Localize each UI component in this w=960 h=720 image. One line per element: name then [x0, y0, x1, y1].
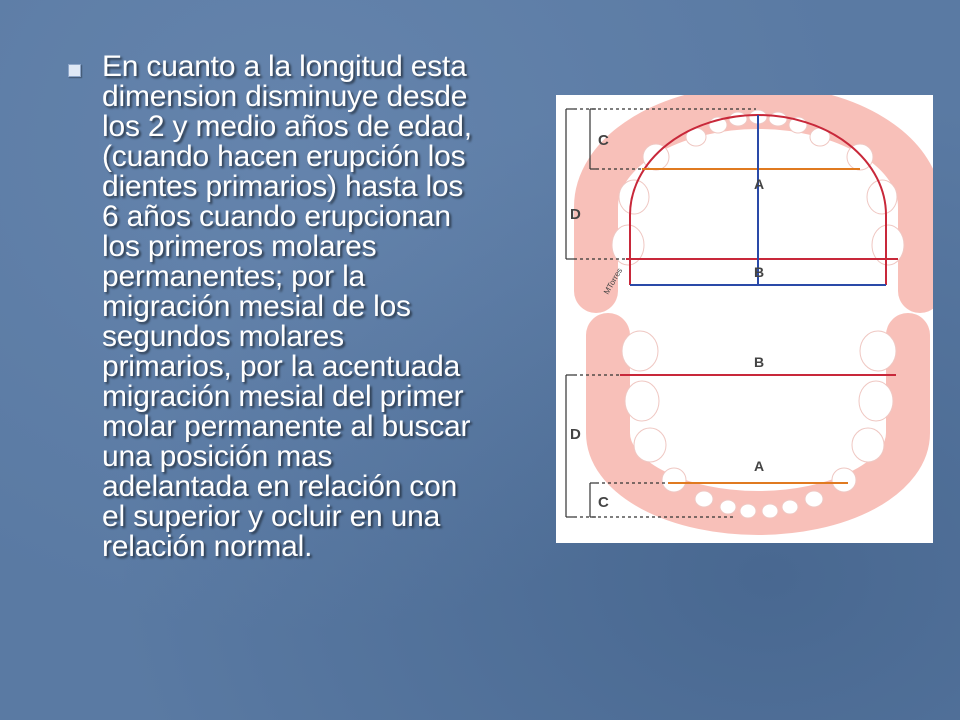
- dental-arch-svg: [556, 95, 933, 543]
- upper-label-a: A: [754, 176, 765, 192]
- dental-arch-diagram: [556, 95, 933, 543]
- lower-label-c: C: [598, 494, 609, 511]
- bullet-list: [62, 52, 522, 562]
- lower-label-b: B: [754, 354, 765, 370]
- lower-label-a: A: [754, 458, 765, 474]
- upper-label-c: C: [598, 132, 609, 149]
- square-bullet-icon: [68, 64, 81, 77]
- bullet-text: En cuanto a la longitud esta dimension disminuye desde los 2 y medio años de edad, (cuando hacen erupción los dientes primarios) hasta los 6 años cuando erupcionan los primeros molares permanentes; por la migración mesial de los segundos molares primarios, por la acentuada migración mesial del primer molar permanente al buscar una posición mas adelantada en relación con el superior y ocluir en una relación normal.: [102, 50, 472, 563]
- signature-text: MTorres: [601, 266, 625, 296]
- upper-label-b: B: [754, 264, 765, 280]
- list-item: [62, 52, 522, 562]
- lower-label-d: D: [570, 426, 581, 443]
- upper-label-d: D: [570, 206, 581, 223]
